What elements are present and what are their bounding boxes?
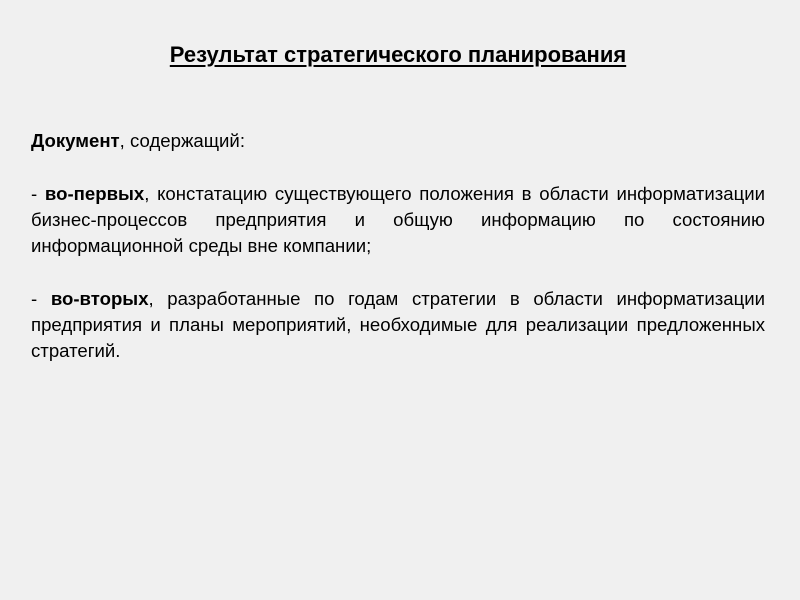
slide-body: [31, 128, 765, 391]
list-item-bold: во-вторых: [50, 287, 149, 309]
intro-paragraph: [31, 128, 765, 154]
list-item-bold: во-первых: [44, 182, 145, 204]
list-item-text: , разработанные по годам стратегии в области информатизации предприятия и планы мероприятий, необходимые для реализации предложенных стратегий.: [31, 287, 766, 362]
list-item-text: , констатацию существующего положения в области информатизации бизнес-процессов предприятия и общую информацию по состоянию информационной среды вне компании;: [31, 182, 765, 257]
intro-text: , содержащий:: [119, 130, 245, 151]
list-dash: -: [31, 182, 38, 204]
list-item-second: [31, 286, 765, 365]
slide-title: Результат стратегического планирования: [169, 42, 627, 67]
intro-bold: Документ: [31, 130, 120, 151]
list-item-first: [31, 181, 765, 260]
list-dash: -: [31, 287, 38, 309]
